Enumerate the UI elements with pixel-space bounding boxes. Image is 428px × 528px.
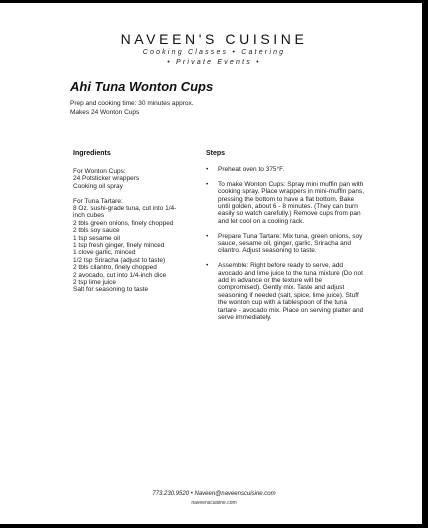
- ingredient-line: 24 Potsticker wrappers: [73, 175, 140, 183]
- bullet-icon: •: [206, 262, 209, 270]
- step-item: [206, 181, 366, 225]
- footer: [0, 490, 428, 507]
- ingredient-line: 1/2 tsp Sriracha (adjust to taste): [73, 256, 166, 264]
- ingredient-group-gap: [73, 190, 193, 197]
- step-text: To make Wonton Cups: Spray mini muffin pan with cooking spray. Place wrappers in mini-muffin pans, pressing the bottom to have a flat bottom. Bake until golden, about 6 - 8 minutes. (They can burn easily so watch carefully.) Remove cups from pan and let cool on a cooling rack.: [218, 180, 365, 225]
- frame-bottom-border: [0, 524, 428, 528]
- ingredient-line: 2 tbls soy sauce: [73, 227, 120, 235]
- prep-time: Prep and cooking time: 30 minutes approx.: [70, 100, 194, 107]
- ingredient-line: For Wonton Cups:: [73, 168, 126, 175]
- step-item: [206, 166, 366, 173]
- ingredient-line: Cooking oil spray: [73, 182, 123, 190]
- brand-name: NAVEEN'S CUISINE: [120, 31, 308, 47]
- ingredient-line: For Tuna Tartare:: [73, 197, 123, 205]
- brand-tagline-services: Cooking Classes • Catering: [142, 49, 286, 56]
- ingredients-heading: Ingredients: [73, 150, 111, 157]
- bullet-icon: •: [206, 166, 209, 173]
- ingredient-line: 2 tbls green onions, finely chopped: [73, 219, 174, 227]
- ingredient-line: 1 tsp fresh ginger, finely minced: [73, 242, 165, 250]
- brand-header: [0, 30, 428, 68]
- brand-tagline-events: • Private Events •: [167, 59, 261, 66]
- ingredient-line: Salt for seasoning to taste: [73, 286, 149, 294]
- frame-top-border: [0, 0, 428, 3]
- step-text: Assemble: Right before ready to serve, add avocado and lime juice to the tuna mixture (Do not add in advance or the texture will be compromised). Gently mix. Taste and adjust seasoning if needed (salt, spice, lime juice). Stuff the wonton cup with a tablespoon of the tuna tartare - avocado mix. Place on serving platter and serve immediately.: [218, 262, 364, 322]
- ingredient-line: 1 clove garlic, minced: [73, 249, 136, 257]
- steps-list: [206, 166, 366, 329]
- recipe-title: Ahi Tuna Wonton Cups: [70, 79, 214, 94]
- ingredient-line: 1 tsp sesame oil: [73, 234, 120, 242]
- ingredients-list: [73, 168, 193, 294]
- ingredient-line: 8 Oz. sushi-grade tuna, cut into 1/4-: [73, 205, 177, 213]
- ingredient-line: inch cubes: [73, 212, 105, 220]
- contact-info: 773.230.9520 • Naveen@naveenscuisine.com: [152, 491, 276, 497]
- ingredient-line: 2 tbls cilantro, finely chopped: [73, 264, 157, 272]
- website-link[interactable]: naveenscuisine.com: [191, 500, 237, 506]
- bullet-icon: •: [206, 232, 209, 240]
- ingredient-line: 2 tsp lime juice: [73, 279, 116, 287]
- yield: Makes 24 Wonton Cups: [70, 109, 140, 116]
- bullet-icon: •: [206, 180, 209, 188]
- step-item: [206, 233, 366, 255]
- steps-heading: Steps: [206, 150, 226, 157]
- step-item: [206, 262, 366, 321]
- ingredient-line: 2 avocado, cut into 1/4-inch dice: [73, 271, 167, 279]
- step-text: Preheat oven to 375°F.: [218, 166, 285, 173]
- frame-right-border: [422, 0, 428, 528]
- recipe-meta: [70, 99, 194, 117]
- step-text: Prepare Tuna Tartare: Mix tuna, green onions, soy sauce, sesame oil, ginger, garlic, Sriracha and cilantro. Adjust seasoning to taste.: [218, 232, 363, 255]
